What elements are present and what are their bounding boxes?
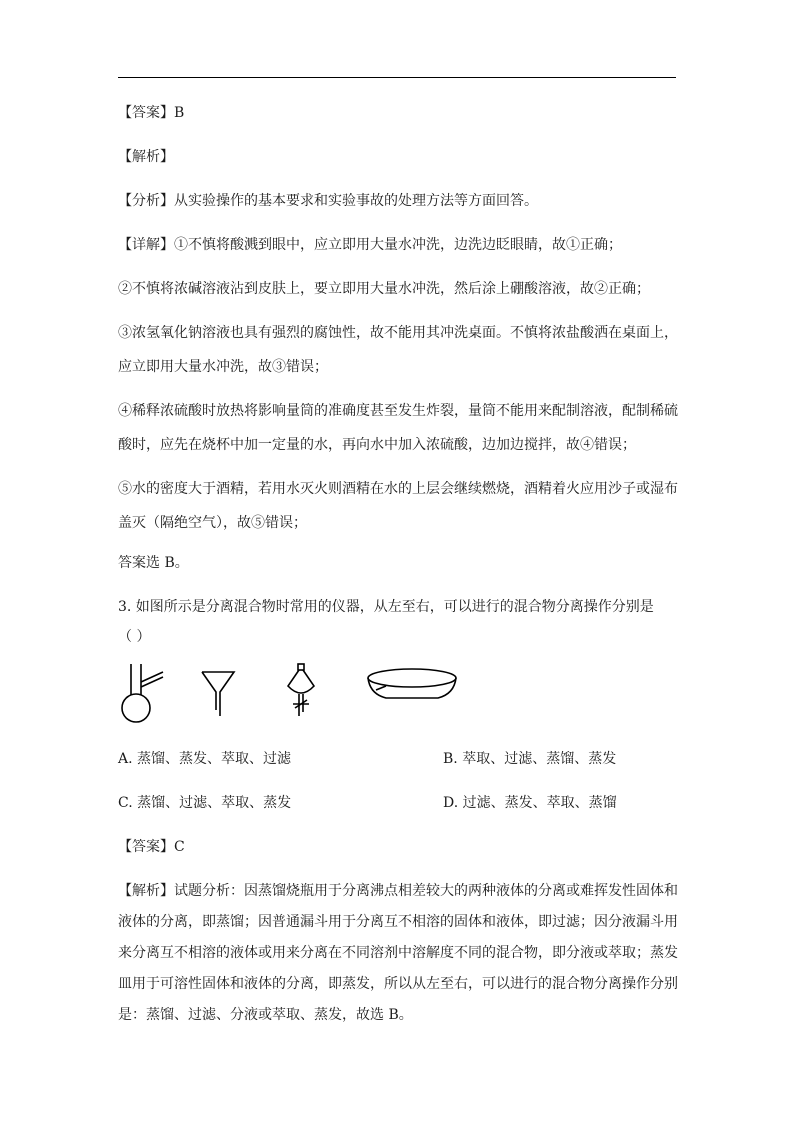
explanation-line-3: 来分离互不相溶的液体或用来分离在不同溶剂中溶解度不同的混合物，即分液或萃取；蒸发 [118,945,678,961]
explanation-line-5: 是：蒸馏、过滤、分液或萃取、蒸发，故选 B。 [118,1007,413,1023]
explanation-line-2: 液体的分离，即蒸馏；因普通漏斗用于分离互不相溶的固体和液体，即过滤；因分液漏斗用 [118,914,678,930]
explanation-line-1: 【解析】试题分析：因蒸馏烧瓶用于分离沸点相差较大的两种液体的分离或难挥发性固体和 [118,883,678,899]
apparatus-figures [110,660,490,730]
conclusion-line: 答案选 B。 [118,555,189,571]
detail-line-5a: ⑤水的密度大于酒精，若用水灭火则酒精在水的上层会继续燃烧，酒精着火应用沙子或湿布 [118,481,678,497]
analysis-heading: 【解析】 [118,149,174,165]
detail-line-4a: ④稀释浓硫酸时放热将影响量筒的准确度甚至发生炸裂，量筒不能用来配制溶液，配制稀硫 [118,403,678,419]
option-a: A. 蒸馏、蒸发、萃取、过滤 [118,751,292,767]
detail-line-3a: ③浓氢氧化钠溶液也具有强烈的腐蚀性，故不能用其冲洗桌面。不慎将浓盐酸洒在桌面上， [118,325,678,341]
question-blank: （ ） [118,629,151,645]
distillation-flask-icon [118,660,168,726]
separatory-funnel-icon [282,660,322,726]
analysis-intro: 【分析】从实验操作的基本要求和实验事故的处理方法等方面回答。 [118,193,538,209]
detail-line-5b: 盖灭（隔绝空气），故⑤错误； [118,515,307,531]
evaporating-dish-icon [362,660,462,710]
option-c: C. 蒸馏、过滤、萃取、蒸发 [118,795,292,811]
answer-label-1: 【答案】B [118,105,185,121]
detail-line-4b: 酸时，应先在烧杯中加一定量的水，再向水中加入浓硫酸，边加边搅拌，故④错误； [118,437,636,453]
header-rule [118,77,676,78]
detail-line-2: ②不慎将浓碱溶液沾到皮肤上，要立即用大量水冲洗，然后涂上硼酸溶液，故②正确； [118,281,650,297]
option-d: D. 过滤、蒸发、萃取、蒸馏 [443,795,617,811]
option-b: B. 萃取、过滤、蒸馏、蒸发 [443,751,617,767]
funnel-icon [198,660,238,726]
detail-line-3b: 应立即用大量水冲洗，故③错误； [118,359,328,375]
explanation-line-4: 皿用于可溶性固体和液体的分离，即蒸发，所以从左至右，可以进行的混合物分离操作分别 [118,976,678,992]
detail-line-1: 【详解】①不慎将酸溅到眼中，应立即用大量水冲洗，边洗边眨眼睛，故①正确； [118,237,622,253]
question-text: 3. 如图所示是分离混合物时常用的仪器，从左至右，可以进行的混合物分离操作分别是 [118,599,654,615]
answer-label-2: 【答案】C [118,839,185,855]
